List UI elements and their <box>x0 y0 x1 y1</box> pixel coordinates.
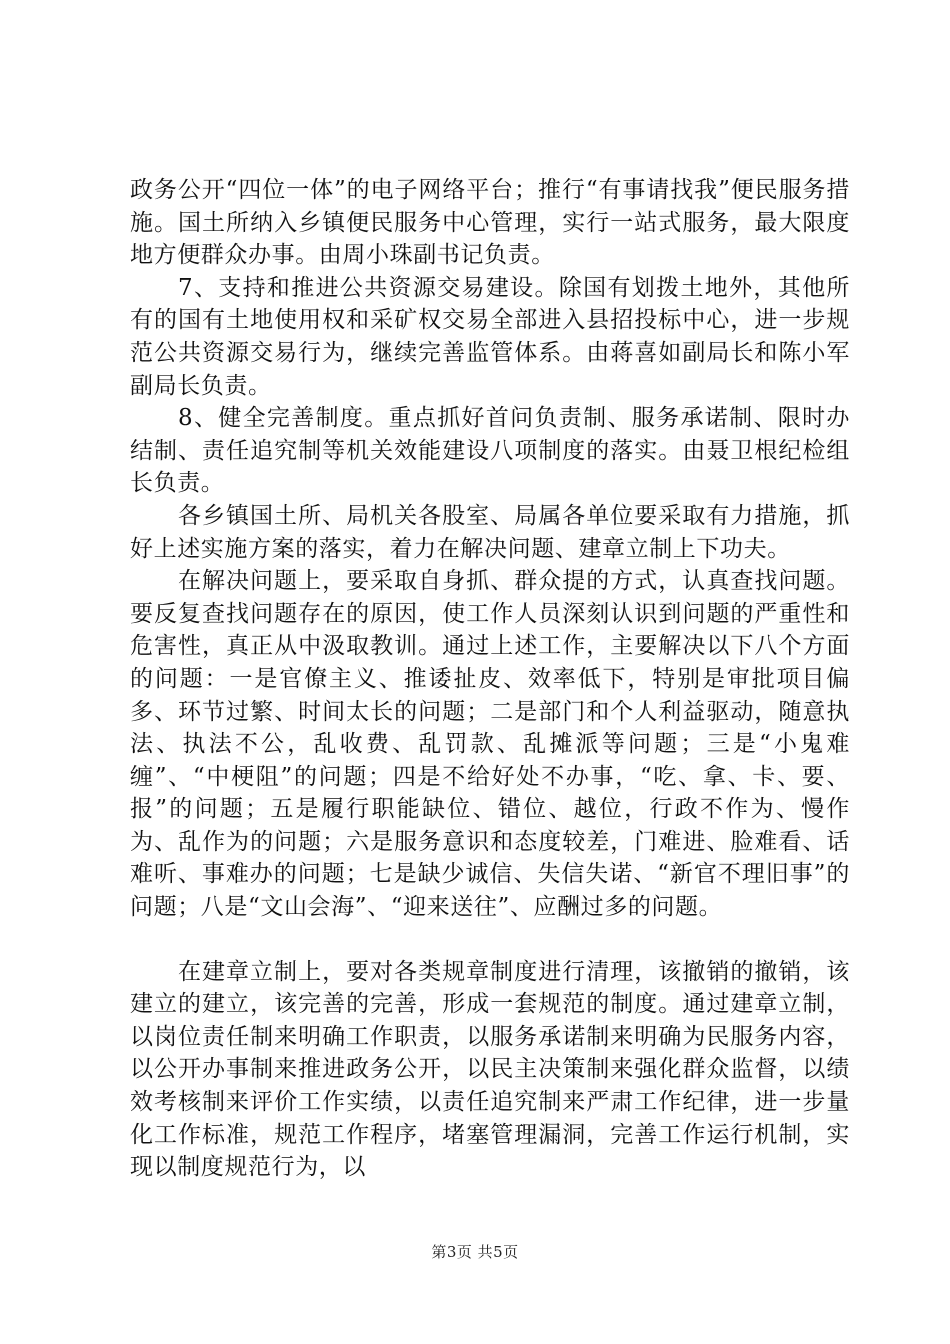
document-body <box>130 174 850 1184</box>
paragraph-item-8: 8、健全完善制度。重点抓好首问负责制、服务承诺制、限时办结制、责任追究制等机关效能建设八项制度的落实。由聂卫根纪检组长负责。 <box>130 405 850 497</box>
paragraph-requirements: 各乡镇国土所、局机关各股室、局属各单位要采取有力措施，抓好上述实施方案的落实，着力在解决问题、建章立制上下功夫。 <box>130 502 850 562</box>
paragraph-problem-solving: 在解决问题上，要采取自身抓、群众提的方式，认真查找问题。要反复查找问题存在的原因，使工作人员深刻认识到问题的严重性和危害性，真正从中汲取教训。通过上述工作，主要解决以下八个方面的问题：一是官僚主义、推诿扯皮、效率低下，特别是审批项目偏多、环节过繁、时间太长的问题；二是部门和个人利益驱动，随意执法、执法不公，乱收费、乱罚款、乱摊派等问题；三是“小鬼难缠”、“中梗阻”的问题；四是不给好处不办事，“吃、拿、卡、要、报”的问题；五是履行职能缺位、错位、越位，行政不作为、慢作为、乱作为的问题；六是服务意识和态度较差，门难进、脸难看、话难听、事难办的问题；七是缺少诚信、失信失诺、“新官不理旧事”的问题；八是“文山会海”、“迎来送往”、应酬过多的问题。 <box>130 568 850 921</box>
paragraph-continued: 政务公开“四位一体”的电子网络平台；推行“有事请找我”便民服务措施。国土所纳入乡镇便民服务中心管理，实行一站式服务，最大限度地方便群众办事。由周小珠副书记负责。 <box>130 177 850 269</box>
paragraph-item-7: 7、支持和推进公共资源交易建设。除国有划拨土地外，其他所有的国有土地使用权和采矿权交易全部进入县招投标中心，进一步规范公共资源交易行为，继续完善监管体系。由蒋喜如副局长和陈小军副局长负责。 <box>130 274 850 399</box>
paragraph-rules-building: 在建章立制上，要对各类规章制度进行清理，该撤销的撤销，该建立的建立，该完善的完善，形成一套规范的制度。通过建章立制，以岗位责任制来明确工作职责，以服务承诺制来明确为民服务内容，以公开办事制来推进政务公开，以民主决策制来强化群众监督，以绩效考核制来评价工作实绩，以责任追究制来严肃工作纪律，进一步量化工作标准，规范工作程序，堵塞管理漏洞，完善工作运行机制，实现以制度规范行为，以 <box>130 958 850 1181</box>
page-number: 第3页 共5页 <box>431 1243 519 1261</box>
